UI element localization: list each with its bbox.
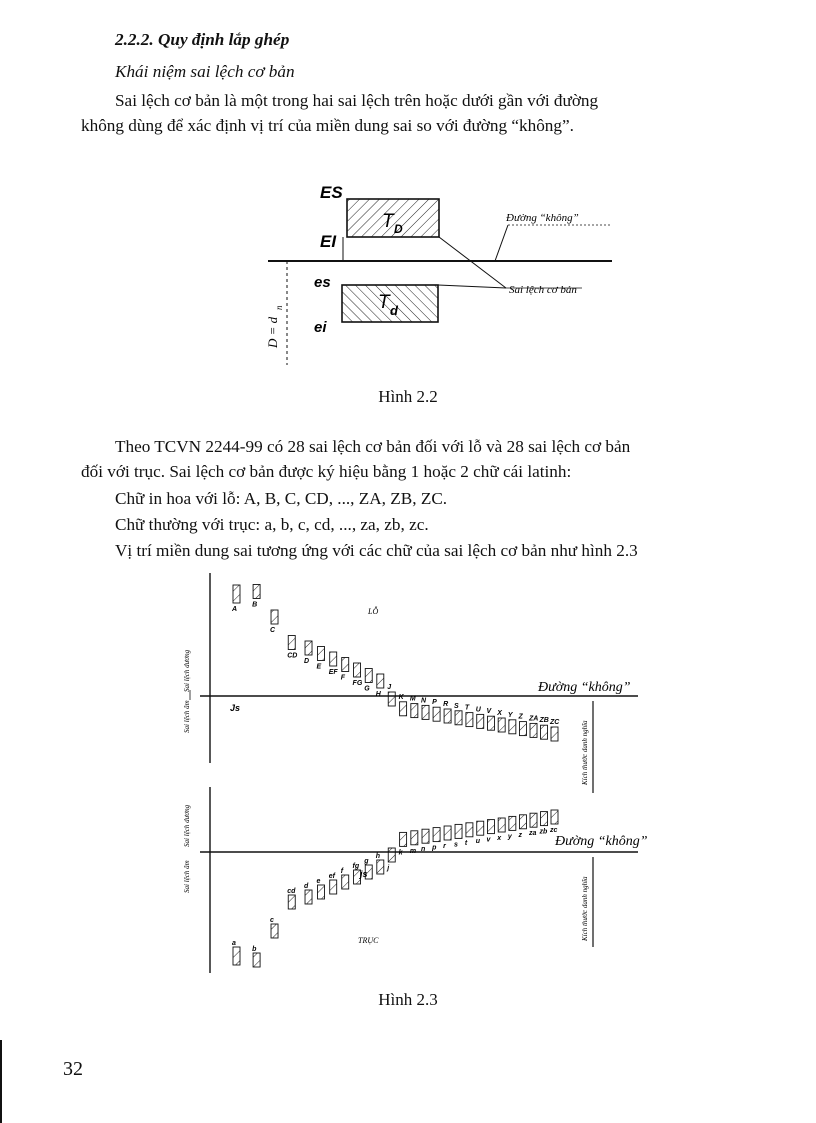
label-td-shaft: T (378, 292, 390, 313)
hole-zone-letter: G (364, 685, 370, 693)
shaft-zone-bar (330, 880, 337, 894)
label-dimension: D = d (265, 316, 280, 348)
axis-label-neg-shaft: Sai lệch âm (183, 860, 191, 893)
shaft-zone-letter: cd (287, 888, 296, 895)
label-td-hole: T (382, 211, 394, 232)
shaft-zone-letter: h (375, 853, 381, 860)
hole-zone-letter: H (375, 691, 381, 698)
shaft-zone-bar (433, 828, 440, 842)
hole-zone-bar (530, 723, 537, 737)
body-line: Chữ in hoa với lỗ: A, B, C, CD, ..., ZA, ZB, ZC. (115, 489, 448, 508)
hole-zone-letter: ZC (550, 719, 560, 726)
label-es-upper: ES (320, 183, 343, 202)
margin-rule (0, 1040, 2, 1123)
shaft-zone-bar (271, 924, 278, 938)
hole-zone-bar (477, 714, 484, 728)
hole-zone-letter: S (454, 702, 459, 710)
shaft-zone-letter: c (270, 917, 274, 924)
shaft-zone-bar (411, 831, 418, 845)
hole-zone-letter: ZA (529, 715, 539, 723)
hole-zone-bar (400, 702, 407, 716)
shaft-zone-letter: k (398, 849, 403, 857)
label-basic-deviation: Sai lệch cơ bản (509, 284, 577, 296)
shaft-zone-bar (377, 860, 384, 874)
shaft-zone-letter: n (421, 846, 426, 854)
hole-zone-letter: K (398, 693, 404, 701)
hole-zone-bar (498, 718, 505, 732)
label-zero-line: Đường “không” (506, 212, 579, 224)
zero-line-label-shaft: Đường “không” (555, 834, 648, 849)
shaft-zone-bar (541, 812, 548, 826)
hole-zone-bar (444, 709, 451, 723)
shaft-zone-bar (498, 818, 505, 832)
hole-zone-letter: CD (287, 652, 298, 660)
shaft-zone-letter: a (232, 940, 236, 947)
shaft-zone-bar (233, 947, 240, 965)
label-dimension-sub: n (274, 305, 284, 310)
hole-zone-bar (233, 585, 240, 603)
hole-zone-letter: X (497, 710, 502, 717)
shaft-zone-bar (477, 821, 484, 835)
shaft-zone-letter: s (454, 841, 458, 849)
shaft-zone-bar (317, 885, 324, 899)
hole-zone-letter: A (232, 606, 238, 613)
shaft-zone-bar (509, 816, 516, 830)
shaft-zone-letter: u (475, 838, 481, 846)
hole-zone-letter: P (432, 699, 437, 707)
shaft-zone-bar (400, 832, 407, 846)
body-line: Vị trí miền dung sai tương ứng với các chữ của sai lệch cơ bản như hình 2.3 (115, 541, 638, 560)
hole-zone-letter: J (387, 684, 392, 691)
body-line: đối với trục. Sai lệch cơ bản được ký hiệu bằng 1 hoặc 2 chữ cái latinh: (81, 462, 572, 481)
shaft-zone-letter: r (443, 843, 446, 850)
shaft-zone-letter: j (387, 865, 390, 872)
label-es-lower: es (314, 274, 331, 291)
shaft-zone-bar (487, 820, 494, 834)
shaft-zone-bar (253, 953, 260, 967)
hole-zone-letter: V (486, 708, 492, 716)
label-ei-lower: ei (314, 319, 327, 336)
page-number: 32 (63, 1058, 83, 1080)
label-ei-upper: EI (320, 232, 337, 251)
shaft-zone-bar (342, 875, 349, 889)
figure-2-2 (230, 170, 630, 370)
shaft-zone-letter: p (432, 844, 437, 852)
shaft-zone-letter: z (518, 831, 522, 839)
label-td-shaft-sub: d (390, 303, 398, 318)
hole-zone-bar (305, 641, 312, 655)
shaft-zone-letter: ef (328, 873, 335, 880)
shaft-zone-letter: za (529, 830, 537, 838)
nominal-label-shaft: Kích thước danh nghĩa (581, 876, 589, 941)
hole-zone-bar (411, 704, 418, 718)
hole-zone-bar (541, 725, 548, 739)
hole-zone-bar (388, 692, 395, 706)
shaft-zone-bar (455, 824, 462, 838)
hole-zone-letter: C (270, 627, 276, 634)
shaft-zone-bar (305, 890, 312, 904)
hole-zone-letter: FG (352, 680, 363, 687)
hole-zone-bar (253, 585, 260, 599)
shaft-zone-letter: m (409, 847, 417, 855)
section-heading: 2.2.2. Quy định lắp ghép (115, 30, 290, 49)
figure-caption: Hình 2.2 (378, 387, 438, 406)
shaft-zone-letter: f (340, 868, 344, 875)
shaft-zone-letter: e (316, 878, 321, 885)
shaft-js-label: js (360, 869, 368, 879)
hole-zone-letter: ZB (539, 717, 549, 725)
shaft-zone-letter: g (364, 858, 369, 865)
shaft-zone-bar (466, 823, 473, 837)
hole-zone-letter: Z (518, 713, 523, 721)
figure-2-3 (160, 565, 710, 985)
hole-zone-bar (288, 636, 295, 650)
hole-zone-bar (317, 647, 324, 661)
hole-title: LỖ (368, 607, 379, 616)
subheading: Khái niệm sai lệch cơ bản (115, 62, 295, 81)
shaft-zone-letter: y (507, 833, 512, 841)
shaft-zone-letter: b (252, 946, 257, 953)
hole-zone-bar (433, 707, 440, 721)
shaft-zone-bar (444, 826, 451, 840)
shaft-zone-letter: fg (352, 863, 360, 870)
hole-zone-bar (455, 711, 462, 725)
hole-zone-letter: F (340, 674, 345, 682)
shaft-zone-letter: zb (539, 828, 548, 836)
hole-zone-bar (519, 722, 526, 736)
hole-zone-letter: E (316, 663, 322, 671)
shaft-zone-bar (422, 829, 429, 843)
shaft-title: TRỤC (358, 936, 379, 945)
hole-js-label: Js (230, 703, 241, 713)
hole-zone-bar (330, 652, 337, 666)
hole-zone-letter: B (252, 601, 258, 609)
shaft-zone-letter: t (464, 839, 468, 847)
paragraph-line: không dùng để xác định vị trí của miền dung sai so với đường “không”. (81, 116, 574, 135)
axis-label-pos-shaft: Sai lệch dương (183, 804, 191, 847)
hole-zone-letter: N (421, 697, 427, 705)
hole-zone-bar (466, 713, 473, 727)
hole-zone-letter: M (409, 695, 416, 703)
hole-zone-bar (551, 727, 558, 741)
axis-label-neg-hole: Sai lệch âm (183, 700, 191, 733)
axis-label-pos-hole: Sai lệch dương (183, 649, 191, 692)
label-td-hole-sub: D (394, 222, 403, 236)
hole-zone-bar (354, 663, 361, 677)
hole-zone-letter: D (304, 658, 310, 665)
body-line: Theo TCVN 2244-99 có 28 sai lệch cơ bản đối với lỗ và 28 sai lệch cơ bản (115, 437, 631, 456)
hole-zone-bar (271, 610, 278, 624)
hole-zone-letter: EF (328, 669, 338, 676)
shaft-zone-bar (519, 815, 526, 829)
hole-zone-letter: Y (507, 711, 513, 719)
hole-zone-bar (377, 674, 384, 688)
figure-caption: Hình 2.3 (378, 990, 438, 1009)
nominal-label-hole: Kích thước danh nghĩa (581, 720, 589, 785)
body-line: Chữ thường với trục: a, b, c, cd, ..., za, zb, zc. (115, 515, 429, 534)
shaft-zone-letter: d (304, 883, 309, 890)
paragraph-line: Sai lệch cơ bản là một trong hai sai lệch trên hoặc dưới gần với đường (115, 91, 599, 110)
hole-zone-letter: R (443, 701, 449, 708)
shaft-zone-bar (551, 810, 558, 824)
hole-zone-bar (365, 669, 372, 683)
shaft-zone-bar (288, 895, 295, 909)
hole-zone-bar (487, 716, 494, 730)
shaft-zone-bar (388, 848, 395, 862)
hole-zone-letter: U (475, 706, 481, 714)
shaft-zone-letter: x (497, 835, 502, 842)
zero-line-label-hole: Đường “không” (538, 680, 631, 695)
hole-zone-bar (342, 658, 349, 672)
hole-zone-bar (509, 720, 516, 734)
shaft-zone-letter: zc (550, 827, 558, 834)
hole-zone-bar (422, 705, 429, 719)
shaft-zone-bar (530, 813, 537, 827)
shaft-zone-letter: v (486, 836, 491, 844)
hole-zone-letter: T (464, 704, 470, 712)
